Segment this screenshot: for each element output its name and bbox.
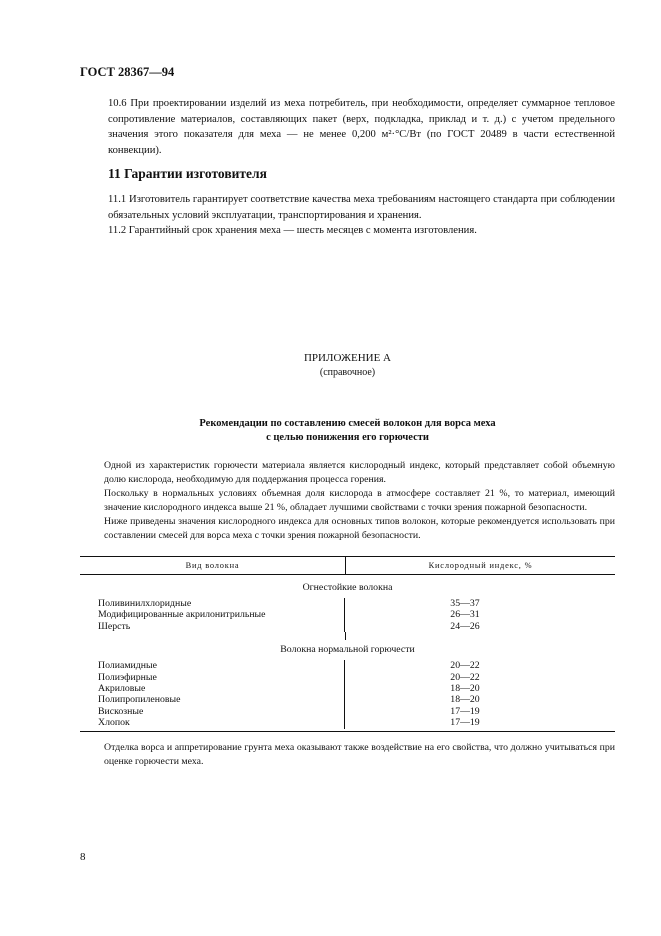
appendix-title: ПРИЛОЖЕНИЕ А <box>303 352 391 364</box>
fiber-name: Полиэфирные <box>80 672 345 683</box>
table-row <box>80 598 615 609</box>
table-row <box>80 694 615 705</box>
table-header <box>80 556 615 575</box>
clause-10-6 <box>80 96 615 158</box>
appendix-para-1 <box>80 459 615 487</box>
fiber-name: Модифицированные акрилонитрильные <box>80 609 345 620</box>
oxygen-index-value: 18—20 <box>450 682 480 694</box>
table-row <box>80 706 615 717</box>
clause-11-1-text: 11.1 Изготовитель гарантирует соответствие качества меха требованиям настоящего стандарта при соблюдении обязательных условий эксплуатации, транспортирования и хранения. <box>108 194 615 221</box>
appendix-heading-line1: Рекомендации по составлению смесей волокон для ворса меха <box>199 418 496 429</box>
clause-10-6-text: 10.6 При проектировании изделий из меха потребитель, при необходимости, определяет суммарное тепловое сопротивление материалов, составляющих пакет (верх, подкладка, приклад и т. д.) с учетом предельного значения этого показателя для меха — не менее 0,200 м²·°С/Вт (по ГОСТ 20489 в части естественной конвекции). <box>108 98 615 156</box>
appendix-heading-line2: с целью понижения его горючести <box>266 432 429 443</box>
table-spacer <box>80 632 615 640</box>
oxygen-index-value: 20—22 <box>450 660 480 672</box>
section-11-title: Гарантии изготовителя <box>124 166 267 181</box>
oxygen-index-table <box>80 556 615 732</box>
appendix-para-2 <box>80 487 615 515</box>
table-row <box>80 672 615 683</box>
clause-11-2-text: 11.2 Гарантийный срок хранения меха — шесть месяцев с момента изготовления. <box>108 225 477 236</box>
section-11-number: 11 <box>108 166 121 181</box>
table-row <box>80 717 615 728</box>
table-row <box>80 621 615 632</box>
table-row <box>80 609 615 620</box>
fiber-name: Полиамидные <box>80 660 345 671</box>
oxygen-index-value: 24—26 <box>450 620 480 632</box>
appendix-subtitle: (справочное) <box>319 367 376 378</box>
fiber-name: Хлопок <box>80 717 345 728</box>
oxygen-index-value: 17—19 <box>450 705 480 717</box>
table-row <box>80 660 615 671</box>
table-header-oxygen-index: Кислородный индекс, % <box>428 561 533 570</box>
oxygen-index-value: 35—37 <box>450 598 480 609</box>
oxygen-index-value: 26—31 <box>450 609 480 621</box>
oxygen-index-value: 18—20 <box>450 694 480 706</box>
appendix-closing <box>80 741 615 769</box>
fiber-name: Акриловые <box>80 683 345 694</box>
appendix-para-1-text: Одной из характеристик горючести материала является кислородный индекс, который представляет собой объемную долю кислорода, необходимую для поддержания процесса горения. <box>104 460 615 485</box>
oxygen-index-value: 20—22 <box>450 671 480 683</box>
table-bottom-rule <box>80 731 615 732</box>
clause-11-1 <box>80 192 615 223</box>
table-group-fire-resistant-rows <box>80 598 615 632</box>
clause-11-2 <box>80 223 615 239</box>
oxygen-index-value: 17—19 <box>450 717 480 729</box>
fiber-name: Шерсть <box>80 621 345 632</box>
appendix-para-2-text: Поскольку в нормальных условиях объемная доля кислорода в атмосфере составляет 21 %, то материал, имеющий значение кислородного индекса выше 21 %, обладает лучшими свойствами с точки зрения пожарной безопасности. <box>104 488 615 513</box>
fiber-name: Поливинилхлоридные <box>80 598 345 609</box>
table-group-normal-flammability: Волокна нормальной горючести <box>280 644 415 656</box>
appendix-para-3-text: Ниже приведены значения кислородного индекса для основных типов волокон, которые рекомендуется использовать при составлении смесей для ворса меха с точки зрения пожарной безопасности. <box>104 516 615 541</box>
table-group-normal-flammability-rows <box>80 660 615 728</box>
document-header: ГОСТ 28367—94 <box>80 65 175 79</box>
table-row <box>80 683 615 694</box>
fiber-name: Полипропиленовые <box>80 694 345 705</box>
appendix-closing-text: Отделка ворса и аппретирование грунта меха оказывают также воздействие на его свойства, что должно учитываться при оценке горючести меха. <box>104 742 615 767</box>
page-number: 8 <box>80 851 86 863</box>
appendix-para-3 <box>80 515 615 543</box>
table-group-fire-resistant: Огнестойкие волокна <box>302 582 393 593</box>
table-header-fiber-type: Вид волокна <box>80 557 346 574</box>
section-11-heading <box>80 166 267 182</box>
fiber-name: Вискозные <box>80 706 345 717</box>
